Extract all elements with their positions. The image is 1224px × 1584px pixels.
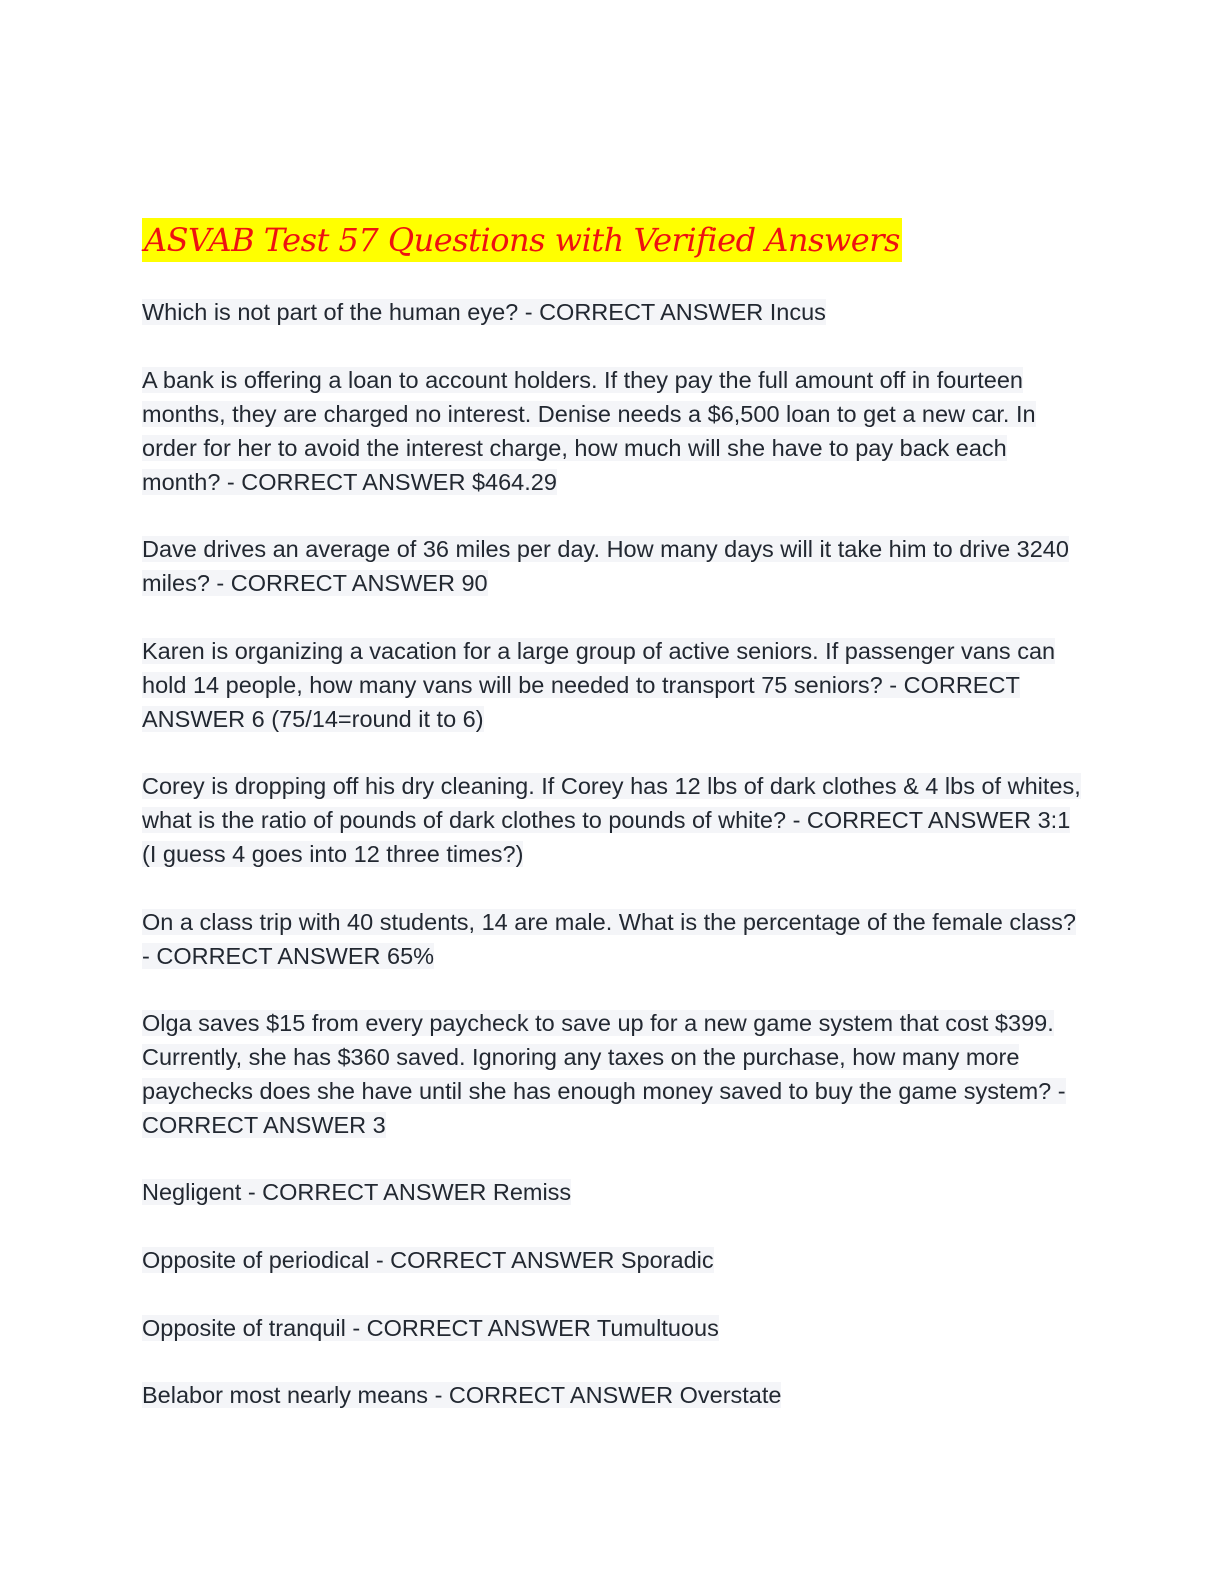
qa-item-6 bbox=[142, 905, 1082, 973]
qa-text: Negligent - CORRECT ANSWER Remiss bbox=[142, 1179, 572, 1205]
qa-item-10 bbox=[142, 1311, 1082, 1345]
qa-text: Opposite of periodical - CORRECT ANSWER Sporadic bbox=[142, 1247, 714, 1273]
qa-item-8 bbox=[142, 1175, 1082, 1209]
qa-item-4 bbox=[142, 634, 1082, 736]
qa-text: Corey is dropping off his dry cleaning. If Corey has 12 lbs of dark clothes & 4 lbs of whites, what is the ratio of pounds of dark clothes to pounds of white? - CORRECT ANSWER 3:1 (I guess 4 goes into 12 three times?) bbox=[142, 773, 1081, 867]
document-title: ASVAB Test 57 Questions with Verified Answers bbox=[142, 218, 902, 262]
qa-text: Olga saves $15 from every paycheck to save up for a new game system that cost $399. Currently, she has $360 saved. Ignoring any taxes on the purchase, how many more paychecks does she have until she has enough money saved to buy the game system? - CORRECT ANSWER 3 bbox=[142, 1010, 1066, 1138]
qa-item-3 bbox=[142, 532, 1082, 600]
qa-item-9 bbox=[142, 1243, 1082, 1277]
qa-text: Which is not part of the human eye? - CORRECT ANSWER Incus bbox=[142, 299, 826, 325]
qa-item-1 bbox=[142, 295, 1082, 329]
qa-item-11 bbox=[142, 1378, 1082, 1412]
qa-text: On a class trip with 40 students, 14 are male. What is the percentage of the female class? - CORRECT ANSWER 65% bbox=[142, 909, 1076, 969]
qa-item-5 bbox=[142, 769, 1082, 871]
qa-text: A bank is offering a loan to account holders. If they pay the full amount off in fourteen months, they are charged no interest. Denise needs a $6,500 loan to get a new car. In order for her to avoid the interest charge, how much will she have to pay back each month? - CORRECT ANSWER $464.29 bbox=[142, 367, 1036, 495]
qa-text: Belabor most nearly means - CORRECT ANSWER Overstate bbox=[142, 1382, 782, 1408]
qa-text: Karen is organizing a vacation for a large group of active seniors. If passenger vans can hold 14 people, how many vans will be needed to transport 75 seniors? - CORRECT ANSWER 6 (75/14=round it to 6) bbox=[142, 638, 1056, 732]
qa-text: Opposite of tranquil - CORRECT ANSWER Tumultuous bbox=[142, 1315, 719, 1341]
qa-text: Dave drives an average of 36 miles per day. How many days will it take him to drive 3240 miles? - CORRECT ANSWER 90 bbox=[142, 536, 1069, 596]
qa-item-2 bbox=[142, 363, 1082, 499]
qa-item-7 bbox=[142, 1006, 1082, 1142]
